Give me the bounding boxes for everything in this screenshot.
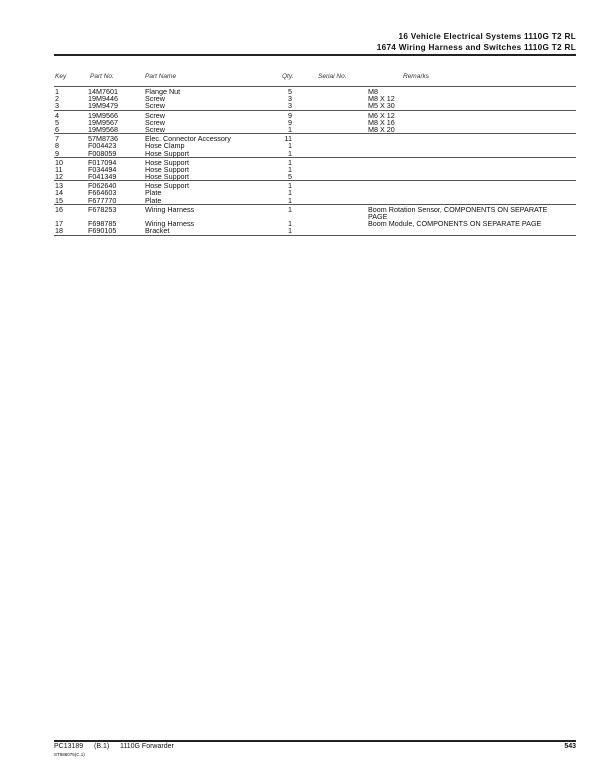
cell-part-name: Screw [145,94,165,104]
cell-qty: 1 [288,204,292,214]
cell-remarks: M8 [368,87,378,96]
table-row [54,173,576,180]
cell-part-name: Elec. Connector Accessory [145,134,231,144]
table-row [54,142,576,149]
cell-remarks: M8 X 12 [368,94,395,104]
cell-qty: 1 [288,124,292,134]
table-row [54,135,576,142]
row-group [54,111,576,135]
section-title: 16 Vehicle Electrical Systems 1110G T2 RL [398,32,576,41]
cell-part-no: 19M9479 [88,101,118,111]
table-row [54,220,576,227]
footer-rev: (B.1) [94,743,110,750]
table-row [54,95,576,102]
cell-part-no: 19M9566 [88,110,118,120]
table-row [54,227,576,234]
cell-key: 7 [55,134,59,144]
cell-part-no: F062640 [88,181,117,191]
cell-part-no: F017094 [88,157,117,167]
cell-key: 15 [55,195,63,205]
row-group [54,205,576,236]
cell-qty: 1 [288,188,292,198]
cell-qty: 1 [288,164,292,174]
cell-part-name: Wiring Harness [145,204,195,214]
row-group [54,181,576,205]
cell-remarks: M6 X 12 [368,110,395,120]
cell-key: 16 [55,204,63,214]
cell-remarks: Boom Rotation Sensor, COMPONENTS ON SEPARATE PAGE [368,204,548,222]
table-row [54,150,576,157]
col-qty: Qty. [282,73,294,80]
cell-part-name: Screw [145,101,165,111]
cell-key: 4 [55,110,59,120]
table-row [54,189,576,196]
cell-key: 13 [55,181,63,191]
cell-key: 3 [55,101,59,111]
cell-part-no: F664603 [88,188,117,198]
table-row [54,119,576,126]
cell-qty: 9 [288,110,292,120]
header-rule [54,54,576,56]
cell-key: 11 [55,164,63,174]
cell-part-no: F008059 [88,148,117,158]
cell-key: 2 [55,94,59,104]
cell-qty: 1 [288,157,292,167]
cell-part-no: F690105 [88,226,117,236]
cell-qty: 1 [288,195,292,205]
cell-qty: 5 [288,172,292,182]
col-part-name: Part Name [145,73,177,80]
footer-doc: PC13189 [54,743,84,750]
cell-qty: 1 [288,141,292,151]
col-remarks: Remarks [403,73,430,80]
cell-part-name: Hose Support [145,164,189,174]
cell-qty: 1 [288,148,292,158]
table-row [54,102,576,109]
cell-part-name: Bracket [145,226,170,236]
cell-key: 12 [55,172,63,182]
cell-qty: 3 [288,94,292,104]
cell-qty: 9 [288,117,292,127]
cell-remarks: M8 X 16 [368,117,395,127]
table-row [54,166,576,173]
cell-remarks: Boom Module, COMPONENTS ON SEPARATE PAGE [368,219,542,229]
cell-part-no: 57M8736 [88,134,118,144]
cell-part-no: 14M7601 [88,87,118,96]
cell-part-no: F034494 [88,164,117,174]
cell-part-name: Plate [145,195,162,205]
cell-part-name: Hose Support [145,157,189,167]
cell-part-no: F677770 [88,195,117,205]
cell-part-no: 19M9567 [88,117,118,127]
cell-part-name: Flange Nut [145,87,181,96]
cell-part-name: Hose Support [145,172,189,182]
cell-part-name: Hose Support [145,148,189,158]
col-part-no: Part No. [90,73,114,80]
cell-part-name: Wiring Harness [145,219,195,229]
col-key: Key [55,73,67,80]
subsection-title: 1674 Wiring Harness and Switches 1110G T2 RL [376,43,576,52]
cell-remarks: M8 X 20 [368,124,395,134]
table-row [54,206,576,220]
footer-rule [54,740,576,742]
cell-key: 8 [55,141,59,151]
cell-key: 14 [55,188,63,198]
cell-key: 1 [55,87,59,96]
table-row [54,88,576,95]
cell-part-name: Hose Support [145,181,189,191]
cell-key: 9 [55,148,59,158]
table-row [54,159,576,166]
cell-key: 18 [55,226,63,236]
cell-key: 17 [55,219,63,229]
footer-code: ST888075(C.1) [54,752,85,757]
page-number: 543 [564,743,576,750]
table-row [54,182,576,189]
row-group [54,134,576,158]
cell-part-name: Plate [145,188,162,198]
cell-qty: 1 [288,181,292,191]
cell-qty: 5 [288,87,292,96]
cell-qty: 1 [288,226,292,236]
cell-part-name: Screw [145,110,165,120]
cell-qty: 3 [288,101,292,111]
cell-part-name: Hose Clamp [145,141,185,151]
cell-key: 6 [55,124,59,134]
row-group [54,158,576,182]
table-row [54,197,576,204]
cell-part-name: Screw [145,124,165,134]
cell-remarks: M5 X 30 [368,101,395,111]
cell-part-no: F004423 [88,141,117,151]
table-row [54,112,576,119]
cell-key: 5 [55,117,59,127]
row-group [54,86,576,111]
cell-qty: 1 [288,219,292,229]
cell-part-name: Screw [145,117,165,127]
footer-model: 1110G Forwarder [120,743,174,750]
cell-part-no: 19M9446 [88,94,118,104]
table-row [54,126,576,133]
cell-key: 10 [55,157,63,167]
col-serial-no: Serial No. [318,73,347,80]
parts-table [54,86,576,236]
cell-part-no: F678253 [88,204,117,214]
cell-part-no: F041349 [88,172,117,182]
cell-part-no: 19M9568 [88,124,118,134]
cell-qty: 11 [284,134,292,144]
cell-part-no: F698785 [88,219,117,229]
